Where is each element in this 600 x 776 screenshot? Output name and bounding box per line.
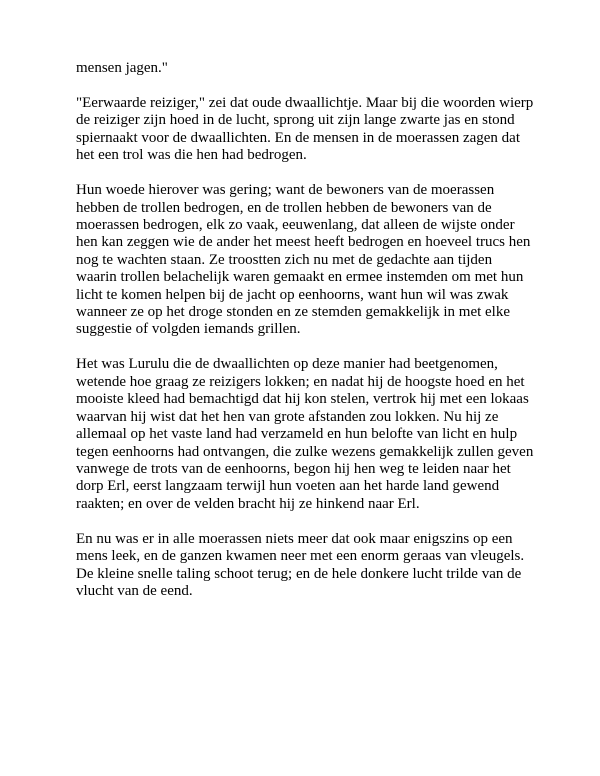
paragraph-4: Het was Lurulu die de dwaallichten op deze manier had beetgenomen, wetende hoe graag ze reizigers lokken; en nadat hij de hoogste hoed en het mooiste kleed had bemachtigd dat hij kon stelen, vertrok hij met een lokaas waarvan hij wist dat het hen van grote afstanden zou lokken. Nu hij ze allemaal op het vaste land had verzameld en hun belofte van licht en hulp tegen eenhoorns had ontvangen, die zulke wezens gemakkelijk zullen geven vanwege de trots van de eenhoorns, begon hij hen weg te leiden naar het dorp Erl, eerst langzaam terwijl hun voeten aan het harde land gewend raakten; en over de velden bracht hij ze hinkend naar Erl. <box>76 356 534 512</box>
paragraph-3: Hun woede hierover was gering; want de bewoners van de moerassen hebben de trollen bedrogen, en de trollen hebben de bewoners van de moerassen bedrogen, elk zo vaak, eeuwenlang, dat alleen de wijste onder hen kan zeggen wie de ander het meest heeft bedrogen en hoeveel trucs hen nog te wachten staan. Ze troostten zich nu met de gedachte aan tijden waarin trollen belachelijk waren gemaakt en ermee instemden om met hun licht te komen helpen bij de jacht op eenhoorns, want hun wil was zwak wanneer ze op het droge stonden en ze stemden gemakkelijk in met elke suggestie of volgden iemands grillen. <box>76 182 531 338</box>
paragraph-1: mensen jagen." <box>76 60 168 76</box>
paragraph-5: En nu was er in alle moerassen niets meer dat ook maar enigszins op een mens leek, en de ganzen kwamen neer met een enorm geraas van vleugels. De kleine snelle taling schoot terug; en de hele donkere lucht trilde van de vlucht van de eend. <box>76 530 525 599</box>
document-page <box>76 60 536 618</box>
paragraph-2: "Eerwaarde reiziger," zei dat oude dwaallichtje. Maar bij die woorden wierp de reiziger zijn hoed in de lucht, sprong uit zijn lange zwarte jas en stond spiernaakt voor de dwaallichten. En de mensen in de moerassen zagen dat het een trol was die hen had bedrogen. <box>76 95 534 164</box>
